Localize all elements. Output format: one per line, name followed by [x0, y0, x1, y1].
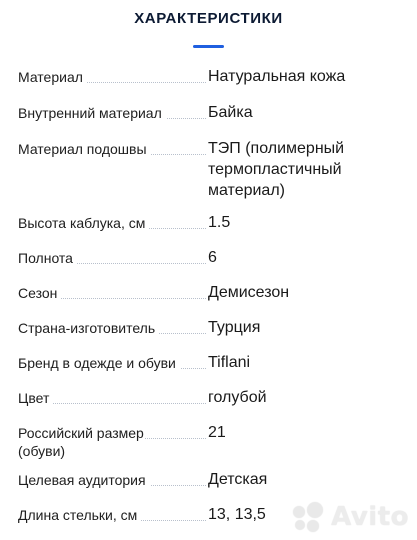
spec-label: Материал — [18, 68, 208, 86]
spec-label: Внутренний материал — [18, 104, 208, 122]
spec-label: Длина стельки, см — [18, 506, 208, 524]
avito-watermark — [291, 502, 409, 532]
spec-value: Натуральная кожа — [208, 68, 346, 85]
avito-logo-icon — [291, 502, 325, 532]
spec-label: Сезон — [18, 284, 208, 302]
spec-value: Tiflani — [208, 354, 251, 371]
spec-label: Целевая аудитория — [18, 471, 208, 489]
spec-value: Демисезон — [208, 284, 290, 301]
spec-value: голубой — [208, 389, 267, 406]
spec-value: Детская — [208, 471, 268, 488]
watermark-text: Avito — [331, 502, 409, 532]
spec-label: Материал подошвы — [18, 140, 208, 158]
spec-label: Цвет — [18, 389, 208, 407]
spec-value: 1.5 — [208, 214, 231, 231]
spec-value: ТЭП (полимерный термопластичный материал) — [208, 140, 345, 199]
section-title: ХАРАКТЕРИСТИКИ — [134, 10, 283, 27]
spec-value: 6 — [208, 249, 217, 266]
spec-value: 21 — [208, 424, 226, 441]
spec-value: 13, 13,5 — [208, 506, 266, 523]
spec-label: Полнота — [18, 249, 208, 267]
spec-label: Бренд в одежде и обуви — [18, 354, 208, 372]
title-underline — [193, 45, 224, 48]
spec-value: Байка — [208, 104, 253, 121]
spec-label: Страна-изготовитель — [18, 319, 208, 337]
spec-label: Высота каблука, см — [18, 214, 208, 232]
spec-label: Российский размер (обуви) — [18, 425, 144, 459]
spec-value: Турция — [208, 319, 261, 336]
